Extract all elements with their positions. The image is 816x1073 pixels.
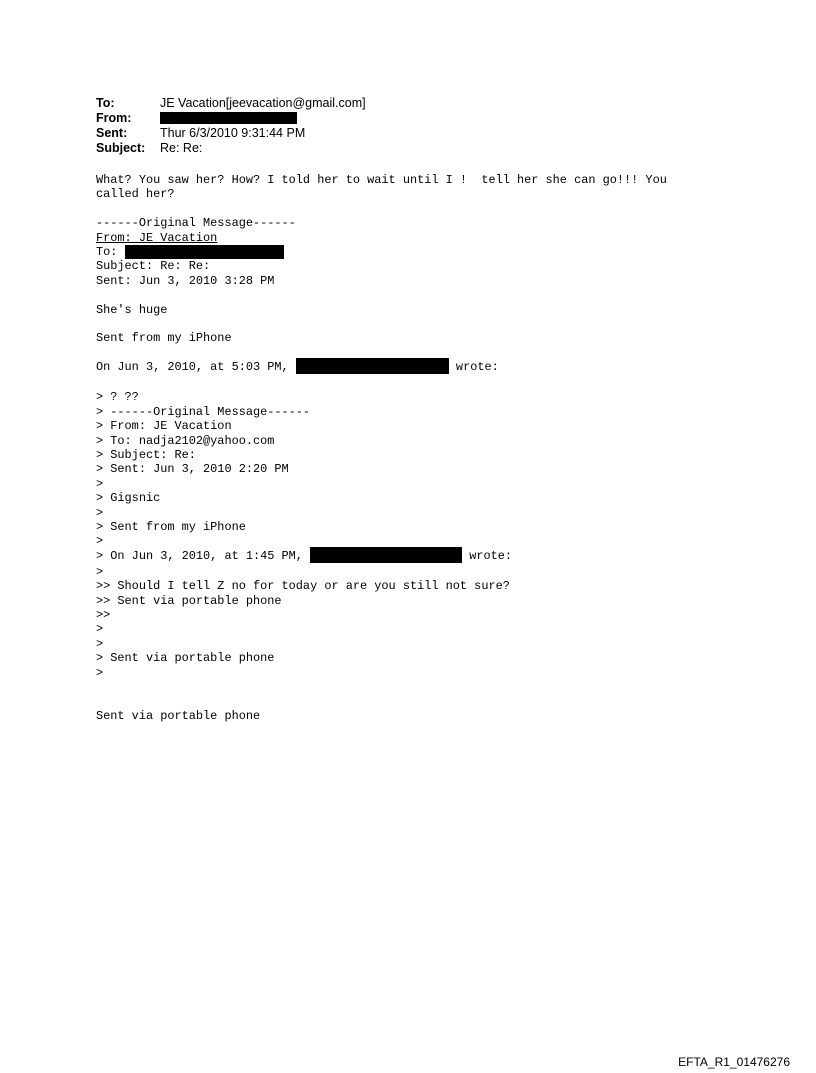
- original-from: [96, 231, 736, 245]
- from-value-redacted: [160, 111, 297, 126]
- wrote-suffix: wrote:: [448, 360, 499, 375]
- signature: Sent from my iPhone: [96, 331, 232, 346]
- quoted-line: >: [96, 564, 104, 579]
- original-message-separator: ------Original Message------: [96, 216, 296, 231]
- quoted-wrote-suffix: wrote:: [462, 548, 513, 563]
- quoted-wrote-line: [96, 549, 736, 565]
- redaction-bar: [125, 245, 284, 259]
- from-label: From:: [96, 111, 132, 125]
- email-body: [96, 173, 736, 723]
- quoted-line: > Subject: Re:: [96, 448, 196, 463]
- original-from-text: From: JE Vacation: [96, 230, 218, 245]
- redaction-bar: [160, 112, 297, 124]
- wrote-prefix: On Jun 3, 2010, at 5:03 PM,: [96, 360, 296, 375]
- quoted-line: >: [96, 534, 104, 549]
- reply-line: What? You saw her? How? I told her to wait until I ! tell her she can go!!! You: [96, 173, 667, 187]
- subject-value: Re: Re:: [160, 141, 203, 155]
- quoted-line: > To: nadja2102@yahoo.com: [96, 433, 275, 448]
- to-label: To:: [96, 96, 115, 110]
- email-header: [96, 96, 366, 156]
- subject-label: Subject:: [96, 141, 146, 155]
- original-to-label: To:: [96, 245, 125, 260]
- quoted-line: > ? ??: [96, 390, 139, 405]
- original-sent: Sent: Jun 3, 2010 3:28 PM: [96, 273, 275, 288]
- message-text: She's huge: [96, 302, 168, 317]
- final-signature: Sent via portable phone: [96, 708, 261, 723]
- original-to: [96, 245, 736, 259]
- quoted-line: > Sent: Jun 3, 2010 2:20 PM: [96, 462, 289, 477]
- quoted-line: > Sent via portable phone: [96, 651, 275, 666]
- sent-row: [96, 126, 306, 141]
- subject-row: [96, 141, 203, 156]
- to-value: JE Vacation[jeevacation@gmail.com]: [160, 96, 366, 110]
- quoted-line: >: [96, 476, 104, 491]
- to-row: [96, 96, 366, 111]
- quoted-line: > ------Original Message------: [96, 404, 311, 419]
- quoted-wrote-prefix: > On Jun 3, 2010, at 1:45 PM,: [96, 548, 311, 563]
- quoted-line: >: [96, 636, 104, 651]
- original-subject: Subject: Re: Re:: [96, 259, 211, 274]
- quoted-line: >: [96, 505, 104, 520]
- quoted-line: > Gigsnic: [96, 491, 161, 506]
- redaction-bar: [310, 547, 462, 563]
- sent-value: Thur 6/3/2010 9:31:44 PM: [160, 126, 306, 140]
- from-row: [96, 111, 160, 126]
- reply-line: called her?: [96, 187, 175, 202]
- sent-label: Sent:: [96, 126, 128, 140]
- quoted-line: >>: [96, 607, 111, 622]
- quoted-line: > Sent from my iPhone: [96, 519, 246, 534]
- quoted-line: >> Should I tell Z no for today or are you still not sure?: [96, 579, 510, 594]
- quoted-line: >> Sent via portable phone: [96, 593, 282, 608]
- quoted-line: >: [96, 665, 104, 680]
- quoted-line: > From: JE Vacation: [96, 419, 232, 434]
- document-id: EFTA_R1_01476276: [678, 1055, 790, 1069]
- redaction-bar: [296, 358, 449, 374]
- quoted-line: >: [96, 622, 104, 637]
- wrote-line: [96, 360, 736, 376]
